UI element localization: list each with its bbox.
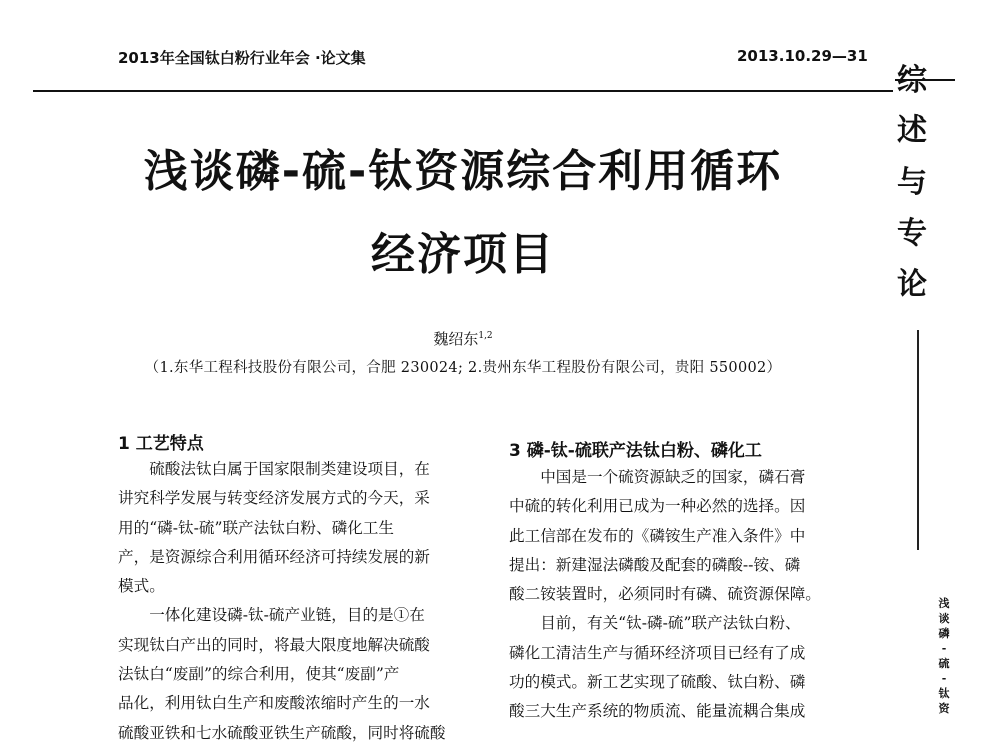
side-short-title-char: - (941, 672, 947, 685)
side-short-title-char: 磷 (938, 627, 950, 640)
side-short-title-char: - (941, 642, 947, 655)
body-line: 用的“磷-钛-硫”联产法钛白粉、磷化工生 (118, 518, 394, 537)
author-name: 魏绍东 (433, 330, 479, 348)
right-column-body (509, 463, 859, 727)
body-line: 中国是一个硫资源缺乏的国家，磷石膏 (540, 468, 806, 486)
paper-title-line-2: 经济项目 (371, 229, 555, 280)
body-line: 一体化建设磷-钛-硫产业链，目的是①在 (149, 606, 425, 625)
body-line: 品化，利用钛白生产和废酸浓缩时产生的一水 (118, 694, 430, 713)
body-line: 提出：新建湿法磷酸及配套的磷酸--铵、磷 (509, 555, 801, 574)
side-tab-char-5: 论 (897, 267, 927, 302)
side-vertical-rule (917, 330, 919, 550)
side-short-title-char: 硫 (938, 657, 950, 670)
section-heading-3: 3 磷-钛-硫联产法钛白粉、磷化工 (509, 441, 762, 461)
side-short-title-char: 谈 (938, 612, 950, 625)
side-tab-char-3: 与 (897, 165, 927, 200)
body-line: 酸三大生产系统的物质流、能量流耦合集成 (509, 702, 806, 721)
affiliations: （1.东华工程科技股份有限公司，合肥 230024; 2.贵州东华工程股份有限公司，贵阳 550002） (144, 360, 782, 376)
body-line: 中硫的转化利用已成为一种必然的选择。因 (509, 497, 806, 516)
body-line: 实现钛白产出的同时，将最大限度地解决硫酸 (118, 635, 430, 654)
author-affiliation-marks: 1,2 (478, 331, 493, 341)
body-line: 讲究科学发展与转变经济发展方式的今天，采 (118, 489, 430, 508)
body-line: 硫酸亚铁和七水硫酸亚铁生产硫酸，同时将硫酸 (118, 723, 446, 742)
header-rule (33, 90, 893, 92)
section-heading-1: 1 工艺特点 (118, 434, 204, 454)
side-short-title-char: 资 (938, 702, 950, 715)
body-line: 功的模式。新工艺实现了硫酸、钛白粉、磷 (509, 673, 806, 692)
side-tab-char-2: 述 (897, 113, 927, 148)
running-header-left: 2013年全国钛白粉行业年会 ·论文集 (118, 49, 366, 67)
left-column-body (118, 455, 468, 748)
paper-title-line-1: 浅谈磷-硫-钛资源综合利用循环 (143, 146, 783, 197)
author (33, 328, 893, 349)
body-line: 酸二铵装置时，必须同时有磷、硫资源保障。 (509, 585, 821, 604)
running-header-date: 2013.10.29—31 (737, 47, 868, 65)
body-line: 磷化工清洁生产与循环经济项目已经有了成 (509, 643, 806, 662)
side-tab-char-4: 专 (897, 216, 927, 251)
side-short-title-char: 浅 (938, 597, 950, 610)
body-line: 产，是资源综合利用循环经济可持续发展的新 (118, 547, 430, 566)
body-line: 模式。 (118, 577, 165, 596)
side-short-title-char: 钛 (938, 687, 950, 700)
body-line: 法钛白“废副”的综合利用，使其“废副”产 (118, 665, 400, 684)
body-line: 目前，有关“钛-磷-硫”联产法钛白粉、 (540, 614, 801, 633)
body-line: 此工信部在发布的《磷铵生产准入条件》中 (509, 526, 806, 545)
body-line: 硫酸法钛白属于国家限制类建设项目，在 (149, 460, 430, 478)
side-tab-char-1: 综 (897, 63, 927, 98)
